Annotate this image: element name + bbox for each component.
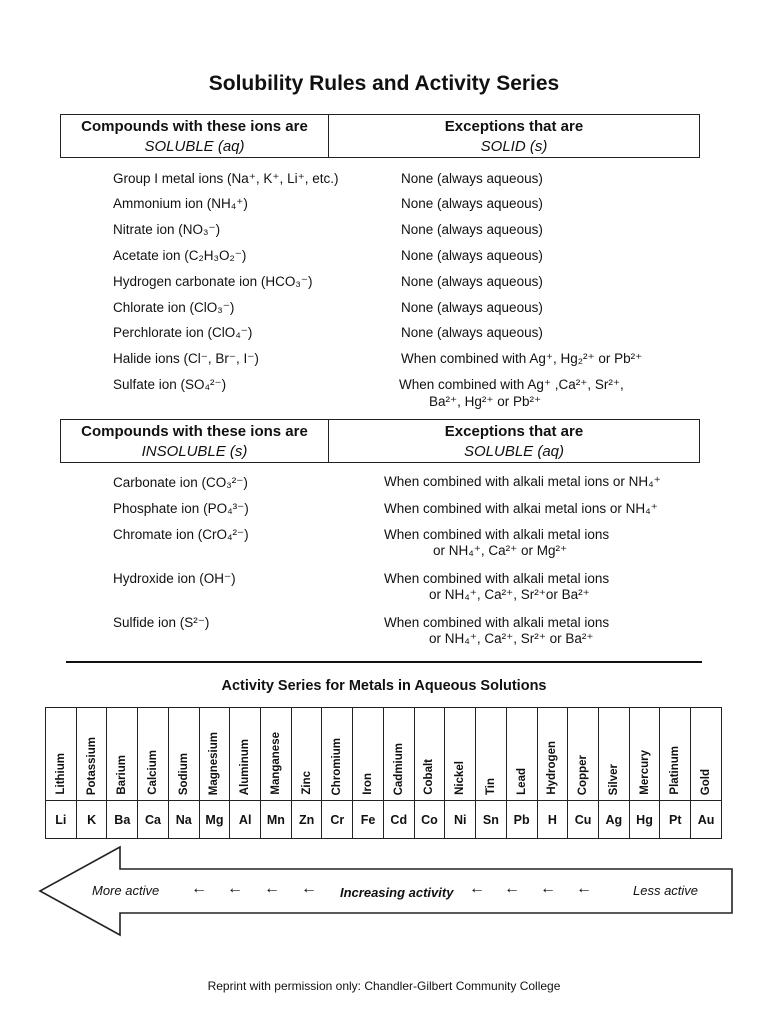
metal-name-cell: [76, 708, 107, 801]
soluble-ion-4: Hydrogen carbonate ion (HCO₃⁻): [113, 274, 313, 289]
metal-symbol: Ni: [445, 801, 476, 839]
metal-name: Cobalt: [423, 759, 436, 795]
footer-credit: Reprint with permission only: Chandler-Gilbert Community College: [207, 979, 561, 993]
soluble-exception-2: None (always aqueous): [401, 222, 543, 237]
soluble-header-right: [329, 115, 699, 157]
metal-name: Manganese: [269, 732, 282, 795]
metal-symbol: Ag: [598, 801, 629, 839]
soluble-header-right-line2: SOLID (s): [480, 138, 548, 155]
left-arrow-icon: ←: [227, 880, 243, 897]
metal-name-cell: [476, 708, 507, 801]
metal-symbol: K: [76, 801, 107, 839]
left-arrow-icon: ←: [264, 880, 280, 897]
metal-symbol: Ba: [107, 801, 138, 839]
increasing-activity-label: Increasing activity: [340, 885, 454, 900]
soluble-exception-4: None (always aqueous): [401, 274, 543, 289]
metal-name: Nickel: [454, 761, 467, 795]
soluble-header-left-line2: SOLUBLE (aq): [144, 138, 245, 155]
metal-name-cell: [199, 708, 230, 801]
soluble-ion-5: Chlorate ion (ClO₃⁻): [113, 300, 235, 315]
soluble-exception-3: None (always aqueous): [401, 248, 543, 263]
metal-name: Lithium: [54, 753, 67, 795]
metal-name-cell: [291, 708, 322, 801]
soluble-ion-7: Halide ions (Cl⁻, Br⁻, I⁻): [113, 351, 259, 366]
metal-name: Cadmium: [392, 742, 405, 795]
metal-symbol: Hg: [629, 801, 660, 839]
metal-symbol: Fe: [353, 801, 384, 839]
insoluble-header-right: [329, 420, 699, 462]
left-arrow-icon: ←: [191, 880, 207, 897]
soluble-header-left-line1: Compounds with these ions are: [81, 118, 308, 135]
metal-name: Mercury: [638, 750, 651, 795]
metal-name-cell: [629, 708, 660, 801]
less-active-label: Less active: [633, 883, 699, 898]
metal-name: Potassium: [85, 736, 98, 795]
metal-name-cell: [691, 708, 722, 801]
metal-name-cell: [46, 708, 77, 801]
insoluble-exception-2-cont: or NH₄⁺, Ca²⁺ or Mg²⁺: [433, 543, 568, 558]
metal-name-cell: [383, 708, 414, 801]
metal-symbol: Zn: [291, 801, 322, 839]
insoluble-header-left-line1: Compounds with these ions are: [81, 423, 308, 440]
page-title: Solubility Rules and Activity Series: [208, 72, 560, 95]
insoluble-exception-2: When combined with alkali metal ions: [384, 527, 610, 542]
insoluble-header-right-line2: SOLUBLE (aq): [463, 443, 565, 460]
metal-name: Tin: [484, 777, 497, 795]
metal-name-cell: [568, 708, 599, 801]
metal-name-cell: [107, 708, 138, 801]
metal-symbol: Na: [168, 801, 199, 839]
metal-name-cell: [414, 708, 445, 801]
metal-symbol: Mn: [261, 801, 292, 839]
metal-name: Calcium: [147, 750, 160, 795]
metal-symbols-row: [46, 801, 722, 839]
metal-name-cell: [230, 708, 261, 801]
soluble-exception-6: None (always aqueous): [401, 325, 543, 340]
insoluble-exception-1: When combined with alkai metal ions or NH₄⁺: [384, 501, 658, 516]
insoluble-header-left-line2: INSOLUBLE (s): [141, 443, 248, 460]
metal-symbol: Cr: [322, 801, 353, 839]
insoluble-ion-3: Hydroxide ion (OH⁻): [113, 571, 236, 586]
left-arrow-icon: ←: [301, 880, 317, 897]
left-arrow-icon: ←: [540, 880, 556, 897]
soluble-exception-1: None (always aqueous): [401, 196, 543, 211]
metal-name: Sodium: [177, 752, 190, 795]
activity-series-title: Activity Series for Metals in Aqueous Solutions: [221, 678, 547, 694]
metal-symbol: Cu: [568, 801, 599, 839]
soluble-ion-0: Group I metal ions (Na⁺, K⁺, Li⁺, etc.): [113, 171, 339, 186]
insoluble-header-right-line1: Exceptions that are: [444, 423, 584, 440]
soluble-exception-0: None (always aqueous): [401, 171, 543, 186]
metal-name-cell: [322, 708, 353, 801]
metal-name: Silver: [607, 763, 620, 795]
metal-name: Hydrogen: [546, 741, 559, 795]
soluble-exception-8: When combined with Ag⁺ ,Ca²⁺, Sr²⁺,: [399, 377, 624, 392]
soluble-ion-1: Ammonium ion (NH₄⁺): [113, 196, 248, 211]
insoluble-header-left: [61, 420, 329, 462]
metal-names-row: [46, 708, 722, 801]
activity-series-table: [45, 707, 722, 839]
metal-name: Zinc: [300, 771, 313, 795]
more-active-label: More active: [92, 883, 160, 898]
metal-symbol: Cd: [383, 801, 414, 839]
soluble-ion-6: Perchlorate ion (ClO₄⁻): [113, 325, 253, 340]
metal-name-cell: [138, 708, 169, 801]
metal-symbol: Mg: [199, 801, 230, 839]
insoluble-ion-4: Sulfide ion (S²⁻): [113, 615, 210, 630]
insoluble-ion-1: Phosphate ion (PO₄³⁻): [113, 501, 249, 516]
metal-name-cell: [353, 708, 384, 801]
insoluble-exception-3: When combined with alkali metal ions: [384, 571, 610, 586]
soluble-ion-8: Sulfate ion (SO₄²⁻): [113, 377, 227, 392]
soluble-ion-2: Nitrate ion (NO₃⁻): [113, 222, 221, 237]
soluble-header-left: [61, 115, 329, 157]
metal-name-cell: [168, 708, 199, 801]
metal-name: Gold: [700, 768, 713, 795]
metal-symbol: Co: [414, 801, 445, 839]
soluble-exception-8-cont: Ba²⁺, Hg²⁺ or Pb²⁺: [429, 394, 542, 409]
metal-symbol: Pb: [506, 801, 537, 839]
metal-name: Platinum: [669, 746, 682, 795]
metal-symbol: Au: [691, 801, 722, 839]
metal-symbol: Sn: [476, 801, 507, 839]
metal-name: Barium: [116, 755, 129, 795]
metal-name: Lead: [515, 768, 528, 795]
metal-name: Chromium: [331, 737, 344, 795]
metal-name-cell: [506, 708, 537, 801]
section-divider: [66, 661, 702, 663]
insoluble-table-header: [60, 419, 700, 463]
metal-name: Iron: [362, 773, 375, 795]
soluble-ion-3: Acetate ion (C₂H₃O₂⁻): [113, 248, 247, 263]
soluble-exception-5: None (always aqueous): [401, 300, 543, 315]
metal-name-cell: [660, 708, 691, 801]
soluble-exception-7: When combined with Ag⁺, Hg₂²⁺ or Pb²⁺: [401, 351, 643, 366]
metal-name: Aluminum: [239, 738, 252, 795]
metal-symbol: Pt: [660, 801, 691, 839]
left-arrow-icon: ←: [504, 880, 520, 897]
metal-name: Magnesium: [208, 731, 221, 795]
metal-symbol: Ca: [138, 801, 169, 839]
metal-symbol: H: [537, 801, 568, 839]
metal-name: Copper: [577, 754, 590, 795]
metal-name-cell: [537, 708, 568, 801]
metal-name-cell: [445, 708, 476, 801]
insoluble-ion-0: Carbonate ion (CO₃²⁻): [113, 475, 248, 490]
insoluble-exception-0: When combined with alkali metal ions or NH₄⁺: [384, 474, 661, 489]
left-arrow-icon: ←: [576, 880, 592, 897]
soluble-table-header: [60, 114, 700, 158]
soluble-header-right-line1: Exceptions that are: [444, 118, 584, 135]
insoluble-exception-4-cont: or NH₄⁺, Ca²⁺, Sr²⁺ or Ba²⁺: [429, 631, 594, 646]
metal-symbol: Li: [46, 801, 77, 839]
metal-name-cell: [598, 708, 629, 801]
insoluble-exception-4: When combined with alkali metal ions: [384, 615, 610, 630]
metal-symbol: Al: [230, 801, 261, 839]
metal-name-cell: [261, 708, 292, 801]
left-arrow-icon: ←: [469, 880, 485, 897]
insoluble-exception-3-cont: or NH₄⁺, Ca²⁺, Sr²⁺or Ba²⁺: [429, 587, 590, 602]
insoluble-ion-2: Chromate ion (CrO₄²⁻): [113, 527, 249, 542]
